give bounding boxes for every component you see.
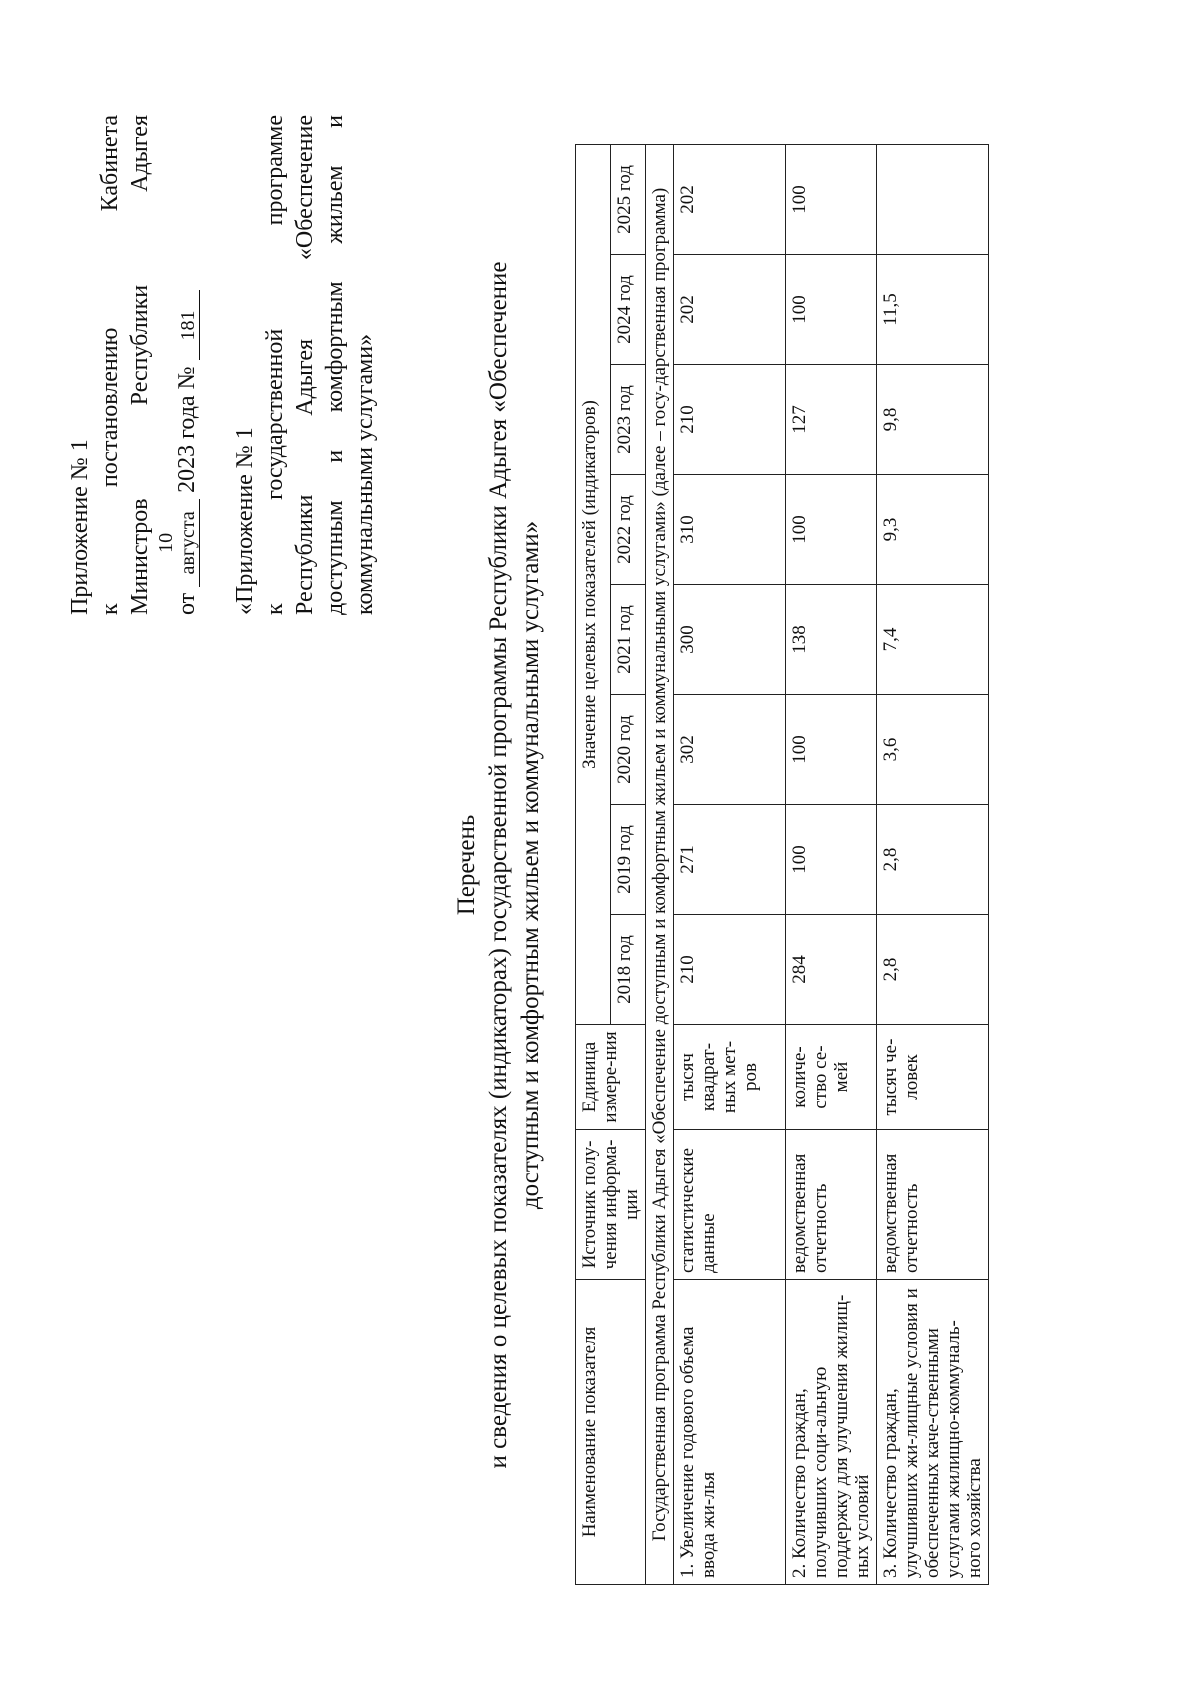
indicator-value: 138 [786,585,877,695]
year-header: 2021 год [611,585,646,695]
table-row [877,144,989,1584]
section-row [646,144,674,1584]
indicator-value: 300 [674,585,786,695]
date-number-line: от 10 августа 2023 года № 181 [155,115,202,615]
number-blank: 181 [177,291,200,361]
indicator-value: 310 [674,475,786,585]
indicator-value: 210 [674,365,786,475]
table-row [674,144,786,1584]
year-header: 2020 год [611,695,646,805]
indicator-name: 3. Количество граждан, улучшивших жи-лищные условия и обеспеченных каче-ственными услугами жилищно-коммуналь-ного хозяйства [877,1280,989,1585]
header-row [576,144,611,1584]
indicator-value: 11,5 [877,255,989,365]
indicator-value: 9,8 [877,365,989,475]
appendix-header [65,115,380,615]
program-line: к государственной программе [262,115,288,615]
indicator-value: 3,6 [877,695,989,805]
program-name-line3: коммунальными услугами» [352,333,378,615]
title-line: доступным и комфортным жильем и коммунальными услугами» [517,520,544,1210]
program-name-line1: Республики Адыгея «Обеспечение [292,115,318,615]
program-name-line2: доступным и комфортным жильем и [322,115,348,615]
resolution-line: к постановлению Кабинета [97,114,123,615]
indicator-value: 284 [786,915,877,1025]
indicator-value: 2,8 [877,915,989,1025]
indicator-value: 202 [674,144,786,254]
prior-appendix-label: «Приложение № 1 [232,427,258,615]
indicator-value: 127 [786,365,877,475]
indicator-value: 100 [786,695,877,805]
ministers-line: Министров Республики Адыгея [127,115,153,615]
document-page [65,105,1145,1625]
year-header: 2023 год [611,365,646,475]
indicator-value: 202 [674,255,786,365]
title-line: Перечень [453,814,480,916]
section-title: Государственная программа Республики Адыгея «Обеспечение доступным и комфортным жильем и коммунальными услугами» (далее – госу-дарственная программа) [646,144,674,1584]
header-name: Наименование показателя [576,1280,646,1585]
date-blank: 10 августа [155,499,200,587]
table-row [786,144,877,1584]
indicator-value: 7,4 [877,585,989,695]
indicator-value: 100 [786,255,877,365]
year-header: 2018 год [611,915,646,1025]
indicator-value [877,144,989,254]
indicator-source: статистические данные [674,1130,786,1280]
indicator-value: 302 [674,695,786,805]
indicator-source: ведомственная отчетность [786,1130,877,1280]
indicator-value: 100 [786,805,877,915]
header-values: Значение целевых показателей (индикаторов) [576,144,611,1024]
indicator-value: 2,8 [877,805,989,915]
header-unit: Единица измере-ния [576,1025,646,1130]
document-title [451,145,547,1585]
title-line: и сведения о целевых показателях (индикаторах) государственной программы Республики Адыгея «Обеспечение [485,261,512,1469]
indicator-unit: тысяч квадрат-ных мет-ров [674,1025,786,1130]
year-header: 2025 год [611,144,646,254]
year-header: 2024 год [611,255,646,365]
year-header: 2019 год [611,805,646,915]
indicator-value: 210 [674,915,786,1025]
indicator-source: ведомственная отчетность [877,1130,989,1280]
header-source: Источник полу-чения информа-ции [576,1130,646,1280]
indicator-unit: количе-ство се-мей [786,1025,877,1130]
indicator-value: 100 [786,144,877,254]
indicators-table [575,144,989,1585]
indicator-value: 100 [786,475,877,585]
indicator-value: 9,3 [877,475,989,585]
year-header: 2022 год [611,475,646,585]
indicator-unit: тысяч че-ловек [877,1025,989,1130]
indicator-name: 2. Количество граждан, получивших соци-альную поддержку для улучшения жилищ-ных условий [786,1280,877,1585]
indicator-value: 271 [674,805,786,915]
appendix-label: Приложение № 1 [67,439,93,615]
indicator-name: 1. Увеличение годового объема ввода жи-лья [674,1280,786,1585]
